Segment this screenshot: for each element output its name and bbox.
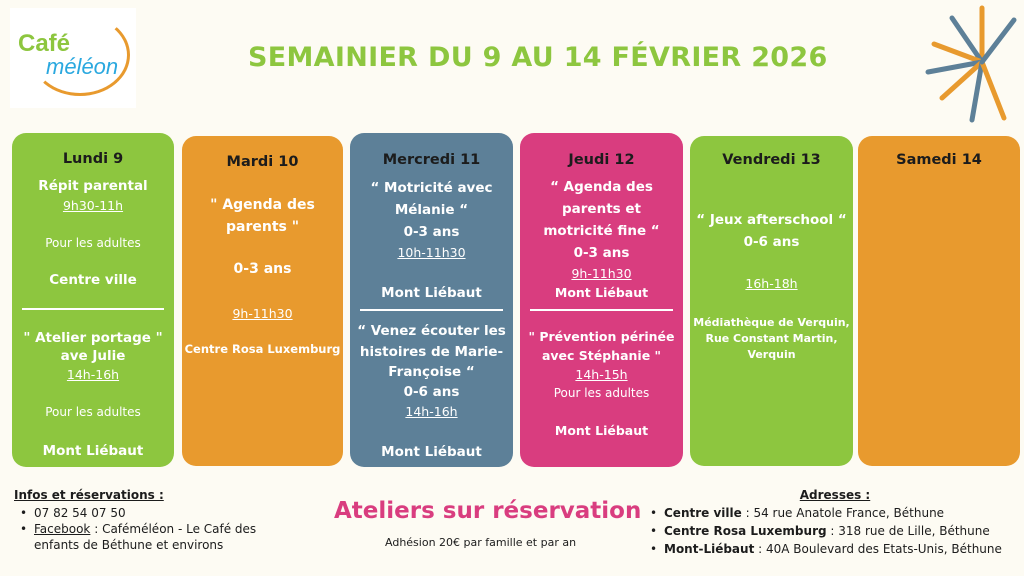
- address-text: : 318 rue de Lille, Béthune: [826, 524, 990, 538]
- activity-location: Médiathèque de Verquin,: [693, 316, 850, 329]
- day-card-monday: [12, 133, 174, 467]
- divider: [530, 309, 673, 311]
- activity-time: 9h30-11h: [62, 198, 124, 213]
- facebook-item[interactable]: [14, 521, 256, 553]
- activity-time: 9h-11h30: [571, 266, 632, 281]
- address-item: [650, 504, 1020, 522]
- activity-age: 0-3 ans: [573, 245, 630, 261]
- day-heading: Vendredi 13: [722, 152, 821, 168]
- activity-location: Mont Liébaut: [381, 444, 482, 460]
- activity-time: 14h-16h: [405, 404, 458, 419]
- logo-line1: Café: [18, 30, 71, 57]
- day-card-wednesday: [350, 133, 513, 467]
- activity-time: 16h-18h: [745, 276, 798, 291]
- activity-title: Mélanie “: [394, 202, 469, 218]
- page-title: SEMAINIER DU 9 AU 14 FÉVRIER 2026: [248, 42, 828, 73]
- address-item: [650, 540, 1020, 558]
- address-item: [650, 522, 1020, 540]
- activity-age: 0-6 ans: [743, 234, 800, 250]
- cafemeleon-logo: [10, 8, 136, 108]
- day-heading: Mardi 10: [226, 154, 299, 170]
- divider: [360, 309, 503, 311]
- phone-number[interactable]: • 07 82 54 07 50: [14, 505, 256, 521]
- day-heading: Mercredi 11: [382, 152, 481, 168]
- facebook-text-2: enfants de Béthune et environs: [34, 538, 224, 553]
- activity-title: Répit parental: [38, 178, 148, 194]
- reservation-heading: Ateliers sur réservation: [334, 498, 642, 524]
- addresses-block: [650, 488, 1020, 558]
- day-card-friday: [690, 136, 853, 466]
- firework-decoration: [864, 0, 1024, 140]
- activity-location: Mont Liébaut: [554, 285, 649, 300]
- activity-title: “ Venez écouter les: [357, 323, 506, 339]
- activity-time: 10h-11h30: [397, 245, 466, 260]
- activity-title: " Prévention périnée: [528, 329, 675, 344]
- activity-title: " Agenda des: [210, 197, 315, 213]
- day-heading: Lundi 9: [62, 151, 124, 167]
- facebook-label[interactable]: Facebook: [34, 522, 91, 537]
- activity-location: Mont Liébaut: [381, 285, 482, 301]
- activity-title: “ Agenda des: [550, 179, 653, 195]
- address-text: : 40A Boulevard des Etats-Unis, Béthune: [754, 542, 1002, 556]
- infos-title: Infos et réservations :: [14, 488, 164, 502]
- address-name: Centre ville: [664, 506, 742, 520]
- day-heading: Samedi 14: [896, 152, 982, 168]
- address-name: Centre Rosa Luxemburg: [664, 524, 827, 538]
- day-card-saturday: [858, 136, 1020, 466]
- activity-time: 14h-15h: [575, 367, 628, 382]
- activity-location: Centre Rosa Luxemburg: [184, 342, 341, 356]
- activity-age: 0-6 ans: [403, 384, 460, 400]
- activity-title: histoires de Marie-: [359, 344, 504, 360]
- activity-location: Centre ville: [49, 272, 137, 288]
- address-name: Mont-Liébaut: [664, 542, 755, 556]
- activity-time: 9h-11h30: [232, 306, 293, 321]
- activity-audience: Pour les adultes: [553, 386, 650, 400]
- day-card-tuesday: [182, 136, 343, 466]
- facebook-text: : Caféméléon - Le Café des: [90, 522, 257, 537]
- activity-audience: Pour les adultes: [45, 405, 141, 419]
- activity-title: “ Jeux afterschool “: [696, 212, 847, 228]
- activity-location: Rue Constant Martin,: [705, 332, 838, 345]
- activity-age: 0-3 ans: [233, 261, 292, 277]
- logo-line2: méléon: [46, 54, 119, 79]
- activity-title: parents ": [225, 219, 300, 235]
- activity-location: Mont Liébaut: [554, 423, 649, 438]
- activity-title: parents et: [562, 201, 641, 217]
- infos-reservations: [14, 488, 256, 554]
- activity-time: 14h-16h: [66, 367, 120, 382]
- membership-fee: Adhésion 20€ par famille et par an: [385, 536, 577, 549]
- day-heading: Jeudi 12: [568, 152, 635, 168]
- activity-title: Françoise “: [388, 364, 475, 380]
- activity-audience: Pour les adultes: [45, 236, 141, 250]
- activity-title: ave Julie: [60, 348, 126, 364]
- activity-title: avec Stéphanie ": [541, 348, 662, 363]
- day-card-thursday: [520, 133, 683, 467]
- address-text: : 54 rue Anatole France, Béthune: [741, 506, 945, 520]
- activity-title: motricité fine “: [543, 223, 660, 239]
- divider: [22, 308, 164, 310]
- activity-age: 0-3 ans: [403, 224, 460, 240]
- addresses-title: Adresses :: [799, 488, 871, 502]
- activity-location: Mont Liébaut: [42, 443, 144, 459]
- activity-location: Verquin: [747, 348, 796, 361]
- activity-title: “ Motricité avec: [370, 180, 493, 196]
- activity-title: " Atelier portage ": [23, 330, 163, 346]
